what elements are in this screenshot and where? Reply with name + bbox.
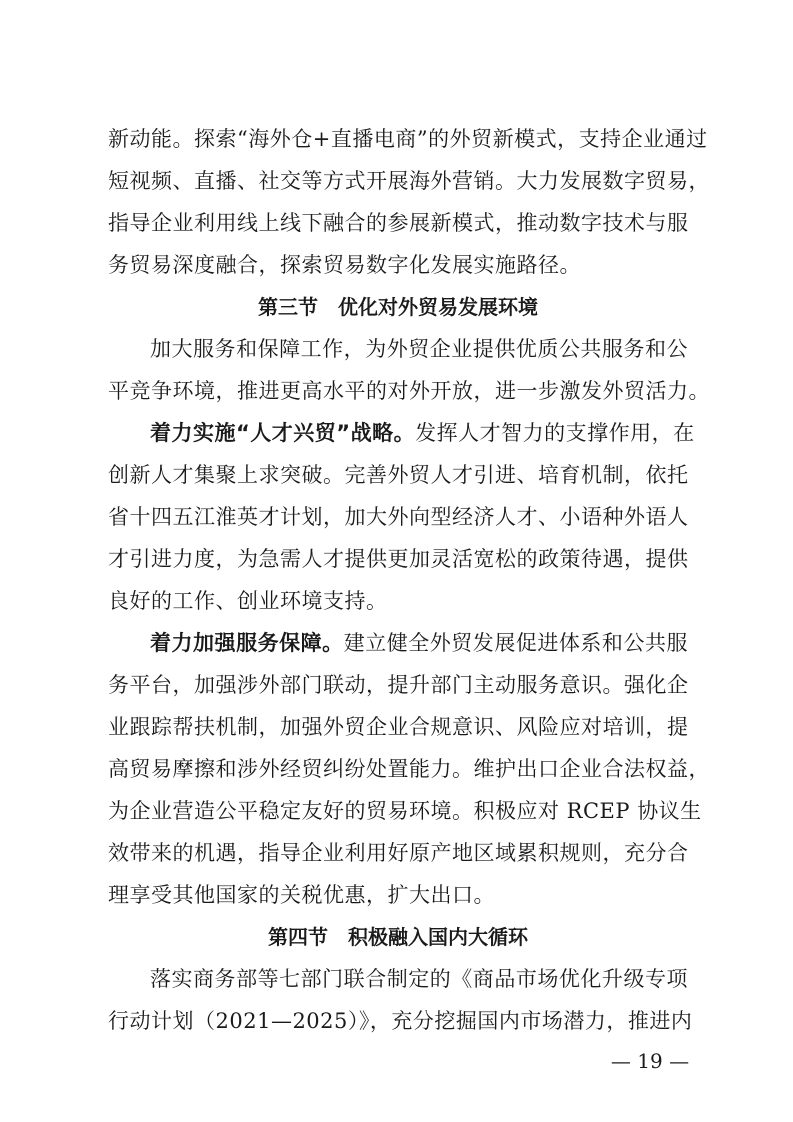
text-run: 发挥人才智力的支撑作用，在: [415, 421, 695, 445]
bold-lead: 着力实施“人才兴贸”战略。: [150, 421, 416, 445]
text-line: 行动计划（2021—2025）》，充分挖掘国内市场潜力，推进内: [108, 1009, 693, 1033]
text-line: 高贸易摩擦和涉外经贸纠纷处置能力。维护出口企业合法权益，: [108, 757, 710, 781]
text-line: 新动能。探索“海外仓+直播电商”的外贸新模式，支持企业通过: [108, 127, 708, 151]
text-line: [150, 625, 688, 661]
text-line: [150, 415, 695, 451]
bold-lead: 着力加强服务保障。: [150, 631, 344, 655]
text-line: 效带来的机遇，指导企业利用好原产地区域累积规则，充分合: [108, 841, 689, 865]
text-line: 省十四五江淮英才计划，加大外向型经济人才、小语种外语人: [108, 505, 689, 529]
section-heading: 第四节 积极融入国内大循环: [268, 925, 528, 949]
text-line: 平竞争环境，推进更高水平的对外开放，进一步激发外贸活力。: [108, 379, 710, 403]
text-line: 短视频、直播、社交等方式开展海外营销。大力发展数字贸易，: [108, 169, 710, 193]
text-run: 建立健全外贸发展促进体系和公共服: [343, 631, 688, 655]
page-number: — 19 —: [610, 1049, 690, 1073]
text-line: 务贸易深度融合，探索贸易数字化发展实施路径。: [108, 253, 581, 277]
text-line: 业跟踪帮扶机制，加强外贸企业合规意识、风险应对培训，提: [108, 715, 689, 739]
text-line: 良好的工作、创业环境支持。: [108, 589, 388, 613]
text-line: 落实商务部等七部门联合制定的《商品市场优化升级专项: [150, 967, 688, 991]
text-line: 加大服务和保障工作，为外贸企业提供优质公共服务和公: [150, 337, 688, 361]
text-line: 创新人才集聚上求突破。完善外贸人才引进、培育机制，依托: [108, 463, 689, 487]
text-line: 才引进力度，为急需人才提供更加灵活宽松的政策待遇，提供: [108, 547, 689, 571]
text-line: 理享受其他国家的关税优惠，扩大出口。: [108, 883, 495, 907]
text-line: 为企业营造公平稳定友好的贸易环境。积极应对 RCEP 协议生: [108, 799, 702, 823]
section-heading: 第三节 优化对外贸易发展环境: [258, 295, 538, 319]
text-line: 指导企业利用线上线下融合的参展新模式，推动数字技术与服: [108, 211, 689, 235]
text-line: 务平台，加强涉外部门联动，提升部门主动服务意识。强化企: [108, 673, 689, 697]
